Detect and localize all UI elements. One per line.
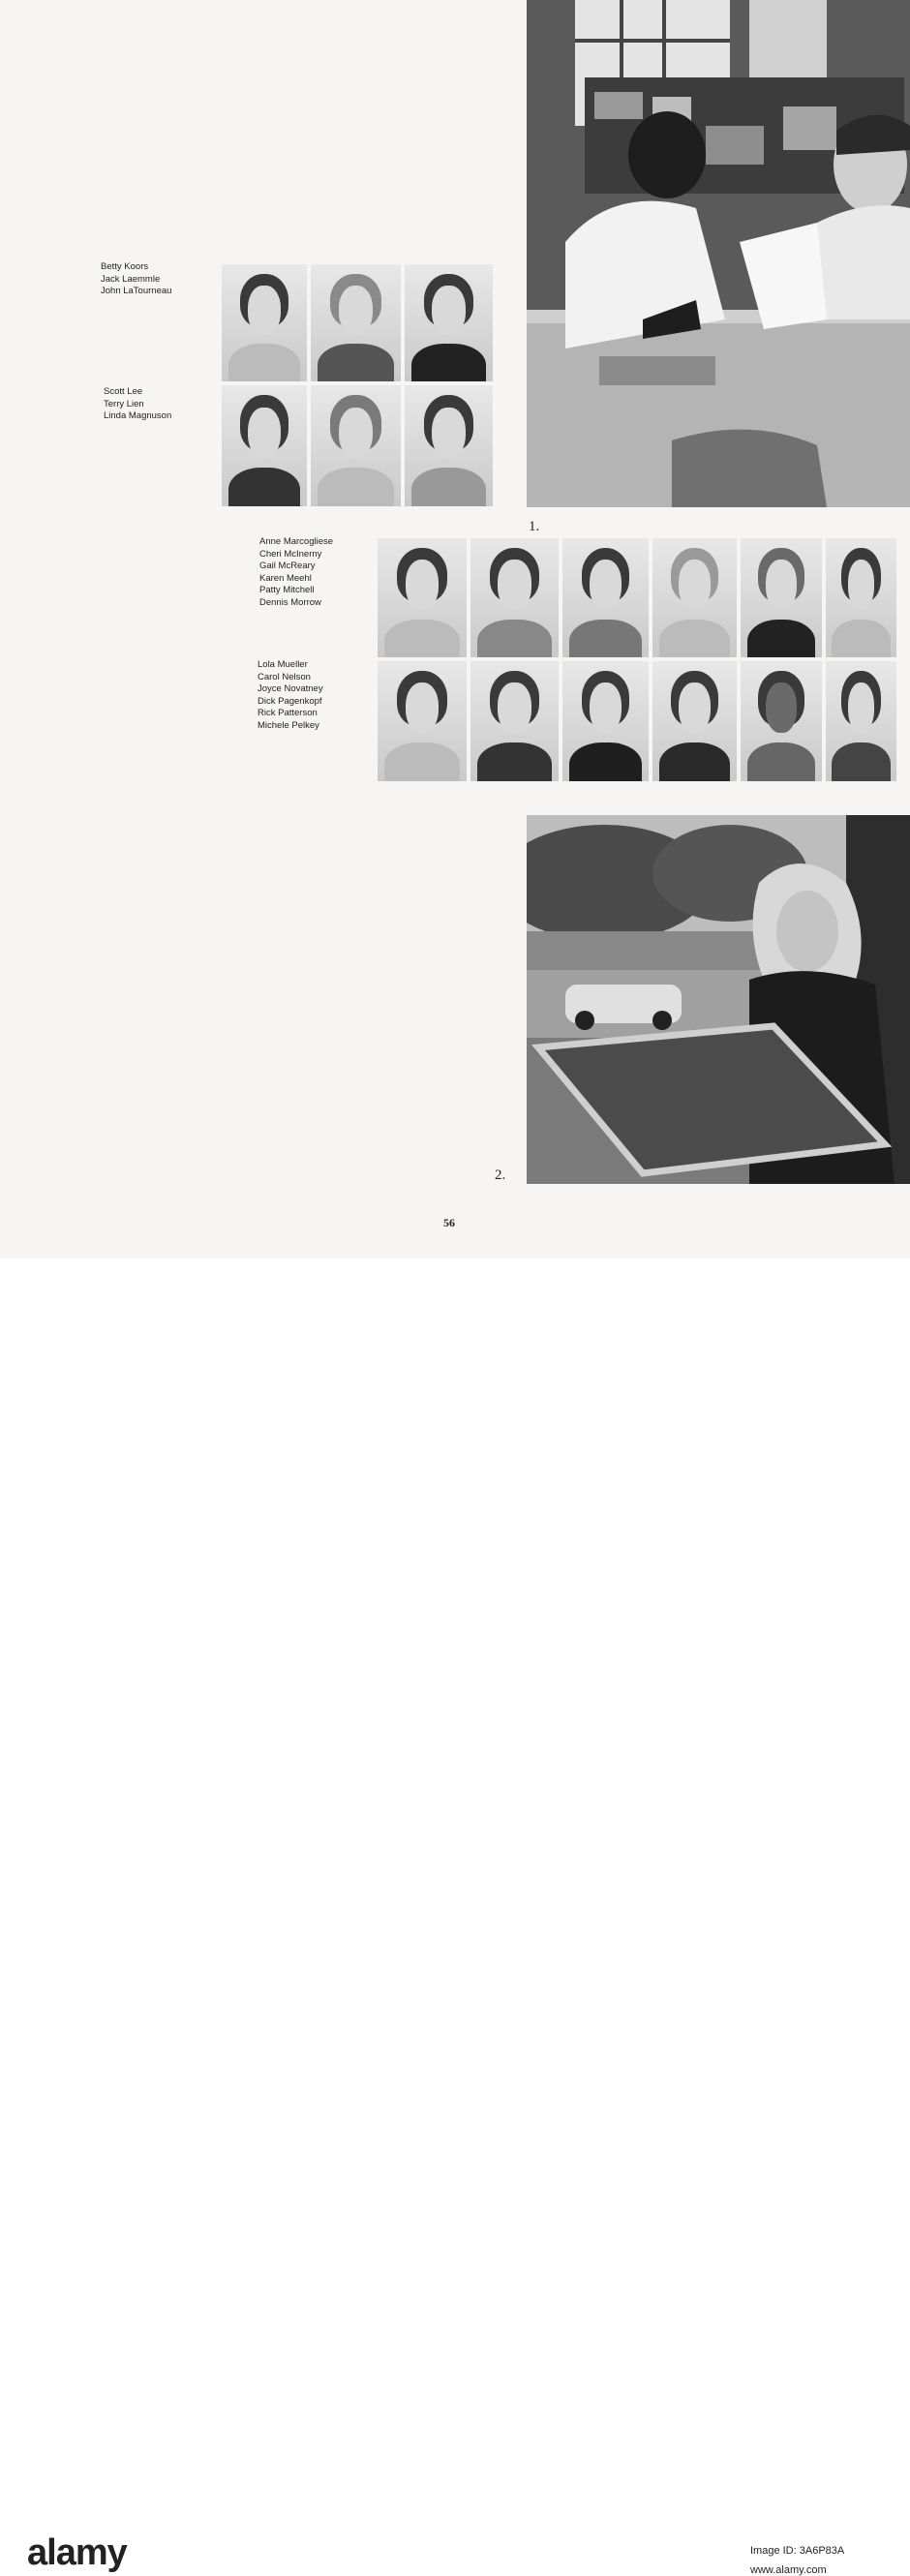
student-portrait xyxy=(222,264,307,381)
footer-bar xyxy=(0,1258,910,2576)
student-name: Dick Pagenkopf xyxy=(258,695,322,707)
name-list-group-3 xyxy=(259,536,333,610)
yearbook-page xyxy=(0,0,910,1258)
photo-library-scene xyxy=(527,0,910,507)
photo-outdoor-sketching xyxy=(527,815,910,1184)
student-portrait xyxy=(741,661,822,781)
name-list-group-1 xyxy=(101,261,171,298)
student-name: Linda Magnuson xyxy=(104,410,172,422)
student-name: Gail McReary xyxy=(259,561,316,572)
photo-1-caption: 1. xyxy=(529,519,540,534)
student-portrait xyxy=(378,661,467,781)
name-list-group-4 xyxy=(258,659,323,733)
student-portrait xyxy=(470,538,559,657)
student-portrait xyxy=(826,538,896,657)
student-name: Dennis Morrow xyxy=(259,596,321,608)
student-name: Lola Mueller xyxy=(258,659,308,670)
student-portrait xyxy=(405,264,493,381)
website-link[interactable]: www.alamy.com xyxy=(750,2564,827,2576)
student-portrait xyxy=(562,538,649,657)
student-name: Scott Lee xyxy=(104,386,143,397)
student-portrait xyxy=(652,661,737,781)
name-list-group-2 xyxy=(104,386,171,423)
student-portrait xyxy=(222,385,307,506)
student-name: Patty Mitchell xyxy=(259,585,315,596)
student-portrait xyxy=(405,385,493,506)
portrait-grid-2 xyxy=(378,538,896,781)
student-name: Jack Laemmle xyxy=(101,273,161,285)
student-name: Joyce Novatney xyxy=(258,683,323,695)
student-name: Carol Nelson xyxy=(258,671,311,682)
page-number: 56 xyxy=(443,1216,455,1229)
student-portrait xyxy=(470,661,559,781)
photo-2-caption: 2. xyxy=(495,1167,506,1183)
student-portrait xyxy=(741,538,822,657)
portrait-grid-1 xyxy=(222,264,493,506)
student-portrait xyxy=(378,538,467,657)
student-name: Betty Koors xyxy=(101,261,149,272)
student-name: Rick Patterson xyxy=(258,708,318,719)
student-portrait xyxy=(826,661,896,781)
student-name: John LaTourneau xyxy=(101,286,172,297)
student-name: Michele Pelkey xyxy=(258,719,319,731)
image-id-label: Image ID: 3A6P83A xyxy=(750,2545,845,2557)
student-portrait xyxy=(311,264,401,381)
student-portrait xyxy=(562,661,649,781)
student-name: Terry Lien xyxy=(104,398,144,409)
student-name: Karen Meehl xyxy=(259,572,312,584)
student-portrait xyxy=(311,385,401,506)
student-name: Anne Marcogliese xyxy=(259,536,334,547)
student-name: Cheri McInerny xyxy=(259,548,322,560)
student-portrait xyxy=(652,538,737,657)
brand-logo: alamy xyxy=(27,2532,127,2573)
